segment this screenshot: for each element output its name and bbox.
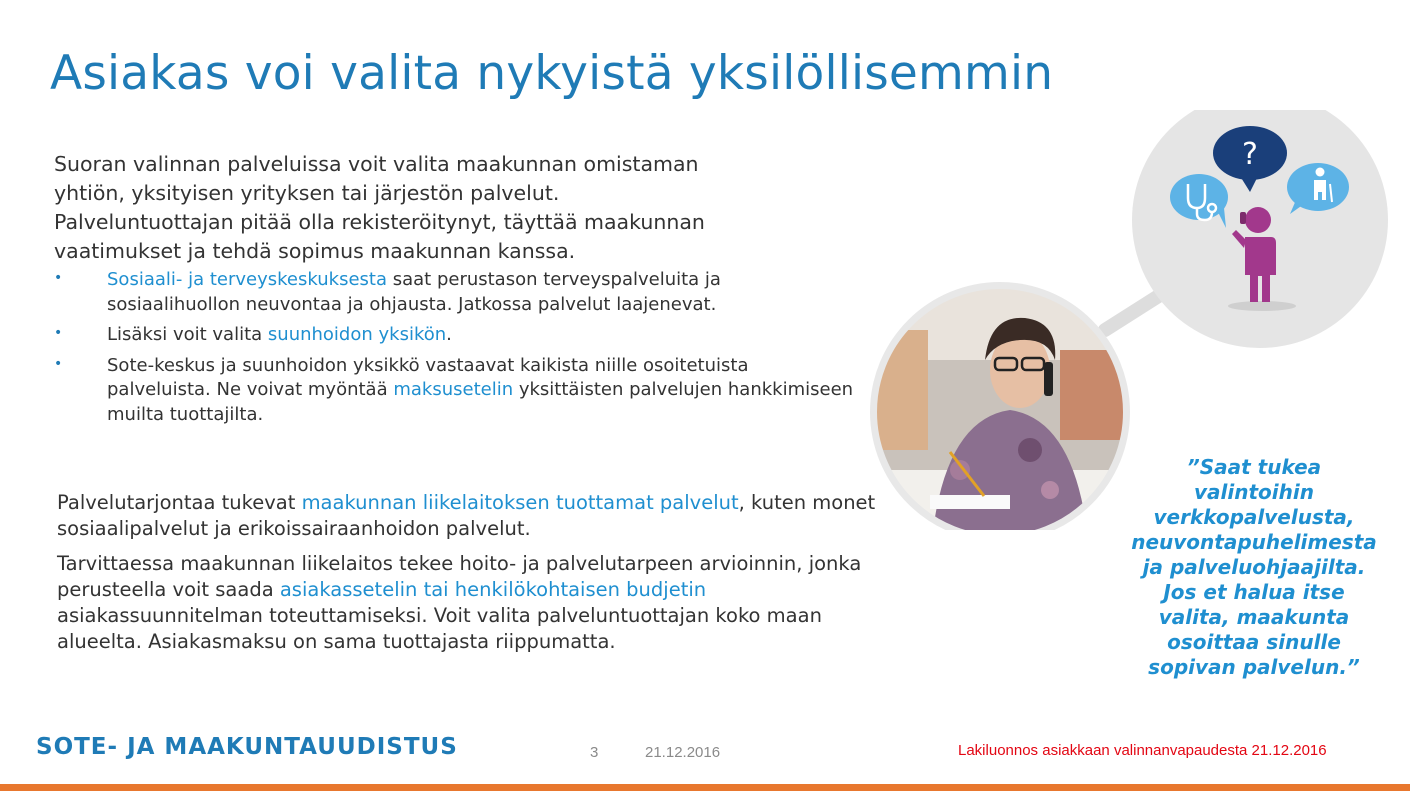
- bullet-text: saat perustason terveyspalveluita ja sosiaalihuollon neuvontaa ja ohjausta. Jatkossa palvelut laajenevat.: [107, 269, 721, 315]
- paragraph-text: asiakassuunnitelman toteuttamiseksi. Voit valita palveluntuottajan koko maan alueelta. Asiakasmaksu on sama tuottajasta riippumatta.: [57, 604, 822, 653]
- question-mark-text: ?: [1242, 137, 1258, 172]
- bullet-item: [54, 268, 854, 317]
- paragraph: [57, 551, 897, 655]
- page-number: 3: [590, 744, 599, 761]
- bullet-marker: •: [54, 325, 63, 341]
- footer-brand: SOTE- JA MAAKUNTAUUDISTUS: [36, 734, 458, 760]
- quote-line: valintoihin: [1194, 480, 1314, 504]
- quote-line: Jos et halua itse: [1163, 580, 1345, 604]
- highlight-text: maksusetelin: [393, 379, 514, 400]
- highlight-text: asiakassetelin tai henkilökohtaisen budjetin: [279, 578, 707, 601]
- quote-line: ”Saat tukea: [1186, 455, 1322, 479]
- highlight-text: suunhoidon yksikön: [267, 324, 447, 345]
- bullet-text: Sote-keskus ja suunhoidon yksikkö vastaavat kaikista niille osoitetuista palveluista. Ne voivat myöntää: [107, 354, 749, 400]
- bullet-list: [54, 268, 854, 433]
- intro-paragraph: [54, 150, 834, 266]
- quote-box: [1118, 455, 1390, 680]
- services-section: [57, 490, 897, 664]
- intro-line: Palveluntuottajan pitää olla rekisteröitynyt, täyttää maakunnan: [54, 210, 705, 234]
- intro-line: yhtiön, yksityisen yrityksen tai järjestön palvelut.: [54, 181, 560, 205]
- paragraph-text: , kuten monet sosiaalipalvelut ja erikoissairaanhoidon palvelut.: [57, 491, 876, 540]
- footer-date: 21.12.2016: [645, 744, 721, 761]
- slide-title: Asiakas voi valita nykyistä yksilöllisemmin: [50, 46, 1054, 101]
- intro-line: vaatimukset ja tehdä sopimus maakunnan kanssa.: [54, 239, 576, 263]
- quote-line: valita, maakunta: [1158, 605, 1350, 629]
- paragraph-text: Palvelutarjontaa tukevat: [57, 491, 302, 514]
- quote-line: osoittaa sinulle: [1167, 630, 1341, 654]
- bullet-text: Lisäksi voit valita: [107, 324, 268, 345]
- bullet-marker: •: [54, 355, 63, 372]
- bullet-item: [54, 323, 854, 348]
- woman-on-phone-photo: [868, 280, 1140, 530]
- bottom-accent-bar: [0, 784, 1410, 791]
- footer-note: Lakiluonnos asiakkaan valinnanvapaudesta 21.12.2016: [958, 742, 1327, 759]
- bullet-text: yksittäisten palvelujen hankkimiseen muilta tuottajilta.: [107, 379, 854, 425]
- bullet-text: .: [446, 324, 452, 345]
- paragraph-text: Tarvittaessa maakunnan liikelaitos tekee hoito- ja palvelutarpeen arvioinnin, jonka perusteella voit saada: [57, 552, 862, 601]
- highlight-text: maakunnan liikelaitoksen tuottamat palvelut: [301, 491, 739, 514]
- quote-line: neuvontapuhelimesta: [1131, 530, 1377, 554]
- bullet-marker: •: [54, 270, 63, 286]
- bullet-item: [54, 354, 854, 428]
- intro-line: Suoran valinnan palveluissa voit valita maakunnan omistaman: [54, 152, 699, 176]
- highlight-text: Sosiaali- ja terveyskeskuksesta: [107, 269, 387, 290]
- quote-line: ja palveluohjaajilta.: [1142, 555, 1366, 579]
- quote-line: sopivan palvelun.”: [1148, 655, 1360, 679]
- paragraph: [57, 490, 897, 542]
- quote-line: verkkopalvelusta,: [1153, 505, 1355, 529]
